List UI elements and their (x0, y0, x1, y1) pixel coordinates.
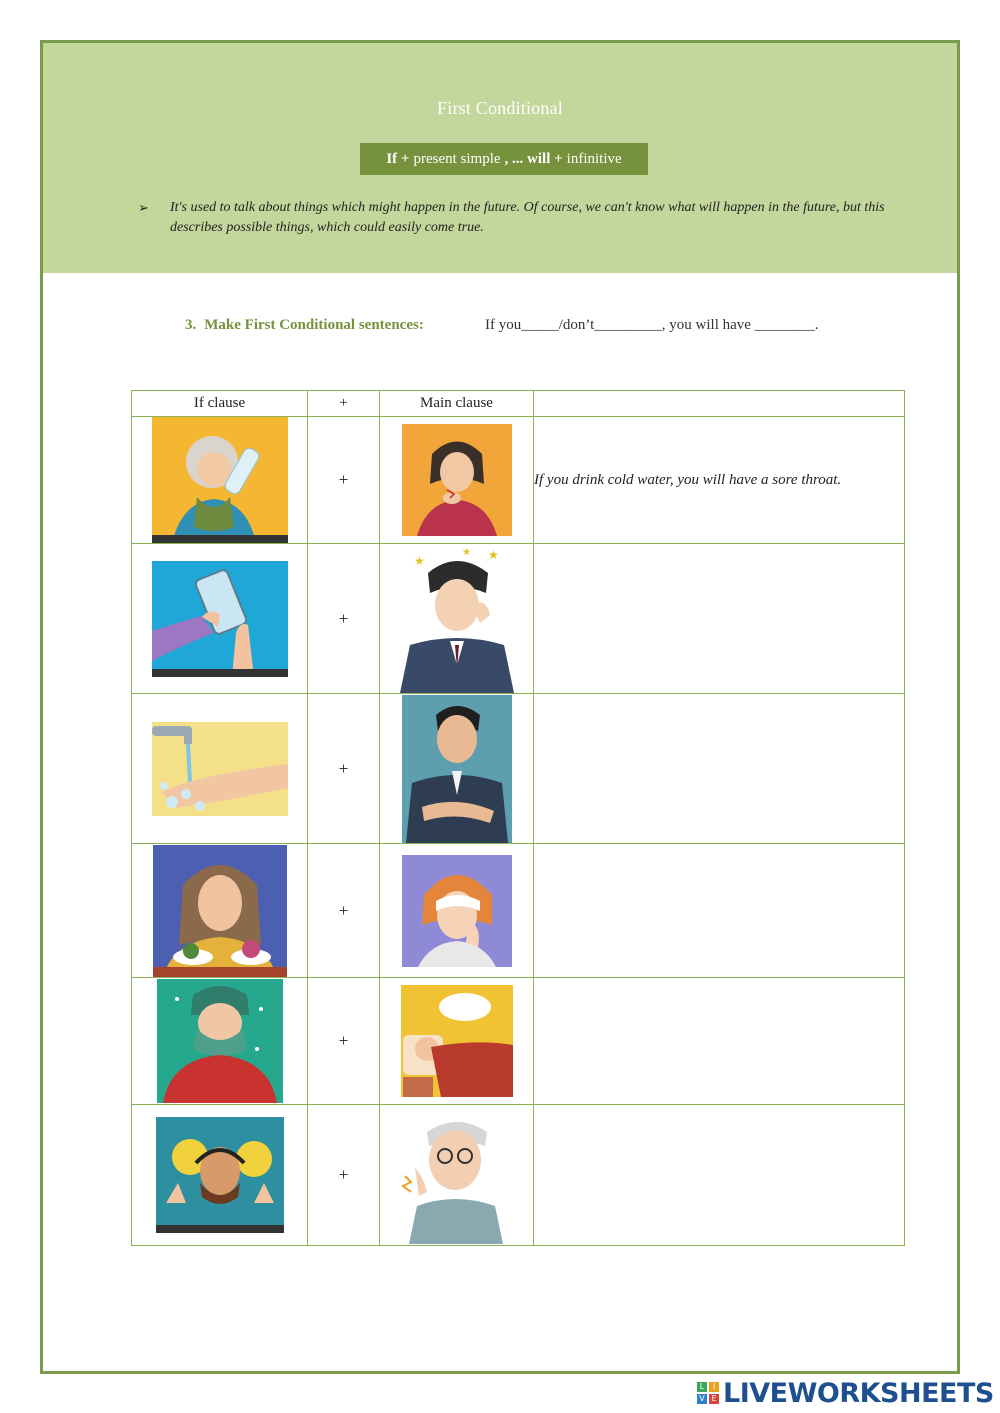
col-main-clause: Main clause (380, 391, 534, 417)
table-row (132, 844, 905, 978)
arrow-bullet-icon: ➢ (138, 200, 149, 215)
man-loud-music-image (156, 1117, 284, 1233)
logo-mark-i: I (709, 1382, 719, 1392)
table-row (132, 544, 905, 694)
col-answer (534, 391, 905, 417)
header-panel (43, 43, 957, 273)
logo-mark-e: E (709, 1394, 719, 1404)
man-stomach-ache-image (402, 695, 512, 843)
answer-cell[interactable] (534, 694, 905, 844)
logo-mark-l: L (697, 1382, 707, 1392)
plus-sign: + (308, 694, 380, 844)
svg-text:★: ★ (461, 546, 471, 558)
man-headache-image (400, 545, 514, 693)
table-row (132, 1105, 905, 1246)
formula-if: If + (386, 150, 410, 167)
answer-cell[interactable] (534, 844, 905, 978)
svg-text:★: ★ (487, 547, 499, 562)
col-plus: + (308, 391, 380, 417)
answer-cell[interactable]: If you drink cold water, you will have a sore throat. (534, 417, 905, 544)
task-number: 3. (185, 317, 197, 333)
answer-cell[interactable] (534, 978, 905, 1105)
woman-toothache-image (402, 855, 512, 967)
formula-sep: , ... will + (504, 150, 563, 167)
example-sentence: If you_____/don’t_________, you will have ________. (485, 317, 819, 333)
woman-eating-sweets-image (153, 845, 287, 977)
sick-in-bed-image (401, 985, 513, 1097)
logo-mark-icon (697, 1382, 719, 1404)
logo-mark-v: V (697, 1394, 707, 1404)
description-text: It's used to talk about things which might happen in the future. Of course, we can't know what will happen in the future, but this describes possible things, which could easily come true. (170, 200, 885, 235)
formula-box (360, 143, 648, 175)
washing-hands-image (152, 722, 288, 816)
task-instruction (185, 317, 424, 334)
answer-cell[interactable] (534, 1105, 905, 1246)
table-row (132, 978, 905, 1105)
formula-part2: infinitive (566, 150, 622, 167)
svg-text:★: ★ (413, 553, 425, 568)
plus-sign: + (308, 1105, 380, 1246)
table-row (132, 417, 905, 544)
worksheet-frame (40, 40, 960, 1374)
answer-cell[interactable] (534, 544, 905, 694)
table-header-row (132, 391, 905, 417)
man-cold-weather-image (157, 979, 283, 1103)
liveworksheets-logo[interactable] (697, 1376, 994, 1410)
conditional-table (131, 390, 905, 1246)
logo-text: LIVEWORKSHEETS (723, 1377, 994, 1409)
plus-sign: + (308, 417, 380, 544)
woman-sore-throat-image (402, 424, 512, 536)
plus-sign: + (308, 844, 380, 978)
col-if-clause: If clause (132, 391, 308, 417)
table-row (132, 694, 905, 844)
plus-sign: + (308, 978, 380, 1105)
description-bullet (138, 198, 918, 238)
formula-part1: present simple (413, 150, 501, 167)
man-earache-image (397, 1106, 517, 1244)
page-title: First Conditional (437, 98, 563, 118)
task-text: Make First Conditional sentences: (204, 317, 424, 333)
woman-drinking-water-image (152, 417, 288, 543)
hands-phone-image (152, 561, 288, 677)
plus-sign: + (308, 544, 380, 694)
